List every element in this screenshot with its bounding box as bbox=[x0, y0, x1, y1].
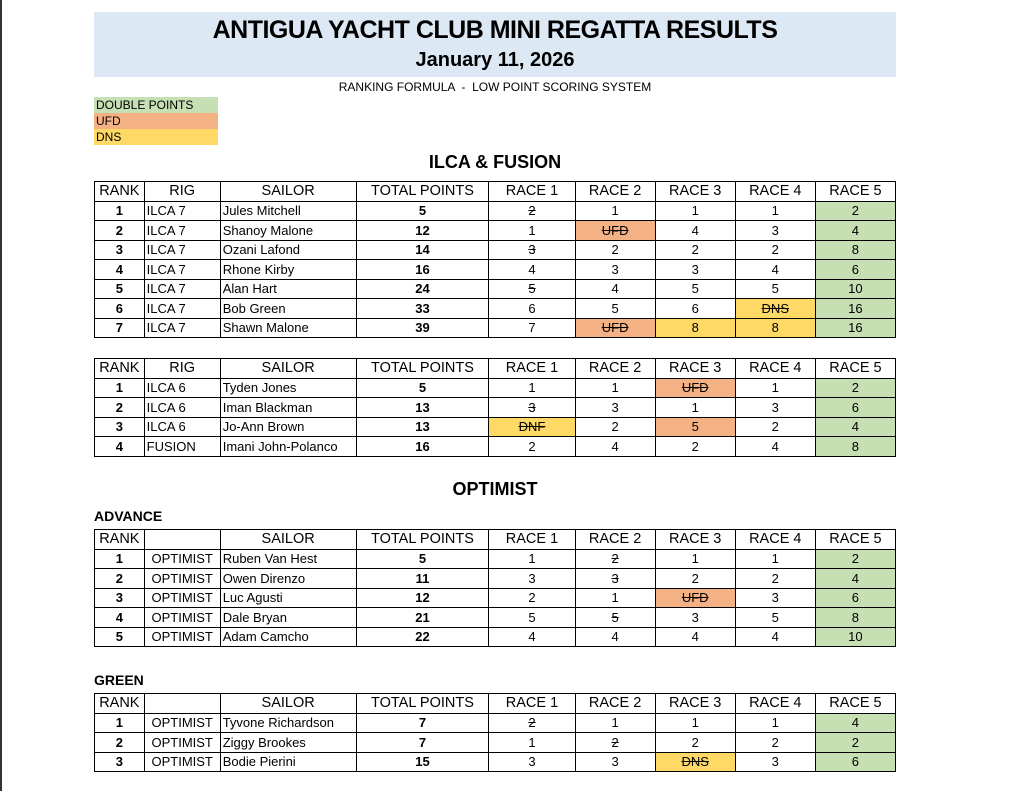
header-sailor: SAILOR bbox=[220, 694, 356, 714]
header-race-4: RACE 4 bbox=[735, 182, 815, 202]
table-row bbox=[95, 260, 896, 280]
table-row bbox=[95, 752, 896, 772]
results-table-optimist-green bbox=[94, 693, 896, 772]
race-3-cell: 2 bbox=[655, 733, 735, 753]
rank-cell: 4 bbox=[95, 437, 145, 457]
total-points-cell: 7 bbox=[356, 733, 489, 753]
total-points-cell: 16 bbox=[356, 260, 489, 280]
header-rig-blank bbox=[144, 694, 220, 714]
header-rank: RANK bbox=[95, 182, 145, 202]
race-5-cell: 2 bbox=[815, 201, 895, 221]
sailor-cell: Dale Bryan bbox=[220, 608, 356, 628]
header-sailor: SAILOR bbox=[220, 530, 356, 550]
race-5-cell: 2 bbox=[815, 378, 895, 398]
total-points-cell: 11 bbox=[356, 569, 489, 589]
table-row bbox=[95, 417, 896, 437]
table-row bbox=[95, 437, 896, 457]
table-row bbox=[95, 201, 896, 221]
table-row bbox=[95, 627, 896, 647]
table-row bbox=[95, 279, 896, 299]
race-3-cell: 5 bbox=[655, 279, 735, 299]
race-1-cell: 1 bbox=[489, 221, 575, 241]
race-1-cell: 1 bbox=[489, 378, 575, 398]
race-3-cell: 1 bbox=[655, 201, 735, 221]
rank-cell: 5 bbox=[95, 279, 145, 299]
race-1-cell: 7 bbox=[489, 318, 575, 338]
race-4-cell: 2 bbox=[735, 417, 815, 437]
table-header-row bbox=[95, 530, 896, 550]
rig-cell: ILCA 7 bbox=[144, 299, 220, 319]
race-1-cell: 3 bbox=[489, 752, 575, 772]
race-2-cell: 2 bbox=[575, 240, 655, 260]
scoring-formula: RANKING FORMULA - LOW POINT SCORING SYSTEM bbox=[338, 80, 652, 94]
race-4-cell: 4 bbox=[735, 437, 815, 457]
race-5-cell: 16 bbox=[815, 318, 895, 338]
race-3-cell: 4 bbox=[655, 221, 735, 241]
total-points-cell: 22 bbox=[356, 627, 489, 647]
rig-cell: ILCA 7 bbox=[144, 201, 220, 221]
race-2-cell: 3 bbox=[575, 398, 655, 418]
race-1-cell: 1 bbox=[489, 733, 575, 753]
subhead-green: GREEN bbox=[94, 672, 144, 688]
race-5-cell: 10 bbox=[815, 279, 895, 299]
total-points-cell: 5 bbox=[356, 378, 489, 398]
rig-cell: OPTIMIST bbox=[144, 733, 220, 753]
sailor-cell: Ozani Lafond bbox=[220, 240, 356, 260]
header-race-4: RACE 4 bbox=[735, 530, 815, 550]
race-3-cell: 3 bbox=[655, 260, 735, 280]
rig-cell: ILCA 7 bbox=[144, 221, 220, 241]
table-row bbox=[95, 713, 896, 733]
race-1-cell: 5 bbox=[489, 279, 575, 299]
section-title-ilca: ILCA & FUSION bbox=[428, 152, 562, 172]
header-total-points: TOTAL POINTS bbox=[356, 530, 489, 550]
sailor-cell: Ziggy Brookes bbox=[220, 733, 356, 753]
rank-cell: 2 bbox=[95, 221, 145, 241]
sailor-cell: Shawn Malone bbox=[220, 318, 356, 338]
race-4-cell: 1 bbox=[735, 201, 815, 221]
header-total-points: TOTAL POINTS bbox=[356, 359, 489, 379]
legend-ufd: UFD bbox=[94, 113, 218, 129]
rank-cell: 3 bbox=[95, 240, 145, 260]
legend-dns: DNS bbox=[94, 129, 218, 145]
header-rig: RIG bbox=[144, 182, 220, 202]
race-1-cell: 2 bbox=[489, 201, 575, 221]
sailor-cell: Tyvone Richardson bbox=[220, 713, 356, 733]
race-2-cell: 2 bbox=[575, 549, 655, 569]
header-race-2: RACE 2 bbox=[575, 359, 655, 379]
sailor-cell: Rhone Kirby bbox=[220, 260, 356, 280]
race-3-cell: 3 bbox=[655, 608, 735, 628]
race-3-cell: UFD bbox=[655, 588, 735, 608]
race-2-cell: 3 bbox=[575, 569, 655, 589]
race-4-cell: 3 bbox=[735, 752, 815, 772]
race-2-cell: 2 bbox=[575, 733, 655, 753]
race-1-cell: 2 bbox=[489, 713, 575, 733]
race-3-cell: 1 bbox=[655, 713, 735, 733]
race-4-cell: 4 bbox=[735, 627, 815, 647]
race-3-cell: 2 bbox=[655, 240, 735, 260]
race-1-cell: 4 bbox=[489, 260, 575, 280]
page-title: ANTIGUA YACHT CLUB MINI REGATTA RESULTS bbox=[212, 16, 778, 44]
table-row bbox=[95, 221, 896, 241]
header-race-3: RACE 3 bbox=[655, 182, 735, 202]
legend-double-points: DOUBLE POINTS bbox=[94, 97, 218, 113]
race-5-cell: 10 bbox=[815, 627, 895, 647]
race-2-cell: 2 bbox=[575, 417, 655, 437]
table-row bbox=[95, 569, 896, 589]
total-points-cell: 16 bbox=[356, 437, 489, 457]
race-2-cell: 1 bbox=[575, 713, 655, 733]
header-rank: RANK bbox=[95, 530, 145, 550]
race-5-cell: 4 bbox=[815, 569, 895, 589]
race-4-cell: 5 bbox=[735, 608, 815, 628]
total-points-cell: 7 bbox=[356, 713, 489, 733]
header-total-points: TOTAL POINTS bbox=[356, 694, 489, 714]
table-header-row bbox=[95, 694, 896, 714]
rig-cell: OPTIMIST bbox=[144, 627, 220, 647]
race-3-cell: DNS bbox=[655, 752, 735, 772]
rig-cell: OPTIMIST bbox=[144, 569, 220, 589]
race-2-cell: 5 bbox=[575, 299, 655, 319]
rank-cell: 2 bbox=[95, 569, 145, 589]
race-1-cell: DNF bbox=[489, 417, 575, 437]
rank-cell: 1 bbox=[95, 713, 145, 733]
sailor-cell: Shanoy Malone bbox=[220, 221, 356, 241]
header-race-5: RACE 5 bbox=[815, 694, 895, 714]
rank-cell: 1 bbox=[95, 378, 145, 398]
rank-cell: 2 bbox=[95, 733, 145, 753]
total-points-cell: 24 bbox=[356, 279, 489, 299]
sailor-cell: Owen Direnzo bbox=[220, 569, 356, 589]
race-4-cell: 3 bbox=[735, 221, 815, 241]
race-5-cell: 6 bbox=[815, 260, 895, 280]
race-1-cell: 1 bbox=[489, 549, 575, 569]
table-row bbox=[95, 588, 896, 608]
results-table-optimist-advance bbox=[94, 529, 896, 647]
header-sailor: SAILOR bbox=[220, 182, 356, 202]
rig-cell: ILCA 6 bbox=[144, 378, 220, 398]
table-header-row bbox=[95, 182, 896, 202]
race-2-cell: 3 bbox=[575, 752, 655, 772]
total-points-cell: 13 bbox=[356, 417, 489, 437]
header-race-1: RACE 1 bbox=[489, 359, 575, 379]
event-date: January 11, 2026 bbox=[415, 49, 575, 71]
rank-cell: 1 bbox=[95, 549, 145, 569]
header-rig-blank bbox=[144, 530, 220, 550]
rank-cell: 4 bbox=[95, 608, 145, 628]
rig-cell: ILCA 7 bbox=[144, 318, 220, 338]
rig-cell: OPTIMIST bbox=[144, 752, 220, 772]
header-race-1: RACE 1 bbox=[489, 182, 575, 202]
page-left-border bbox=[0, 0, 2, 791]
race-2-cell: UFD bbox=[575, 318, 655, 338]
sailor-cell: Tyden Jones bbox=[220, 378, 356, 398]
race-1-cell: 6 bbox=[489, 299, 575, 319]
rank-cell: 1 bbox=[95, 201, 145, 221]
race-5-cell: 4 bbox=[815, 713, 895, 733]
header-rig: RIG bbox=[144, 359, 220, 379]
race-3-cell: 1 bbox=[655, 549, 735, 569]
race-4-cell: 8 bbox=[735, 318, 815, 338]
rig-cell: ILCA 7 bbox=[144, 240, 220, 260]
rank-cell: 3 bbox=[95, 752, 145, 772]
table-row bbox=[95, 608, 896, 628]
race-3-cell: 8 bbox=[655, 318, 735, 338]
total-points-cell: 14 bbox=[356, 240, 489, 260]
race-4-cell: DNS bbox=[735, 299, 815, 319]
race-5-cell: 8 bbox=[815, 608, 895, 628]
table-row bbox=[95, 549, 896, 569]
race-1-cell: 2 bbox=[489, 588, 575, 608]
header-race-3: RACE 3 bbox=[655, 694, 735, 714]
race-2-cell: 3 bbox=[575, 260, 655, 280]
race-5-cell: 8 bbox=[815, 437, 895, 457]
table-row bbox=[95, 378, 896, 398]
header-race-5: RACE 5 bbox=[815, 182, 895, 202]
total-points-cell: 5 bbox=[356, 201, 489, 221]
race-4-cell: 1 bbox=[735, 713, 815, 733]
header-race-5: RACE 5 bbox=[815, 359, 895, 379]
header-race-1: RACE 1 bbox=[489, 530, 575, 550]
rig-cell: OPTIMIST bbox=[144, 549, 220, 569]
rig-cell: FUSION bbox=[144, 437, 220, 457]
race-1-cell: 4 bbox=[489, 627, 575, 647]
race-4-cell: 2 bbox=[735, 733, 815, 753]
race-2-cell: 5 bbox=[575, 608, 655, 628]
race-4-cell: 1 bbox=[735, 378, 815, 398]
race-5-cell: 2 bbox=[815, 549, 895, 569]
race-5-cell: 6 bbox=[815, 398, 895, 418]
table-row bbox=[95, 299, 896, 319]
race-5-cell: 6 bbox=[815, 588, 895, 608]
race-5-cell: 4 bbox=[815, 417, 895, 437]
rig-cell: ILCA 6 bbox=[144, 398, 220, 418]
sailor-cell: Luc Agusti bbox=[220, 588, 356, 608]
rig-cell: OPTIMIST bbox=[144, 713, 220, 733]
race-2-cell: 4 bbox=[575, 627, 655, 647]
results-table-ilca7 bbox=[94, 181, 896, 338]
rank-cell: 3 bbox=[95, 588, 145, 608]
race-2-cell: 4 bbox=[575, 279, 655, 299]
race-3-cell: 2 bbox=[655, 437, 735, 457]
results-table-ilca6-fusion bbox=[94, 358, 896, 457]
section-title-optimist: OPTIMIST bbox=[452, 479, 538, 499]
race-4-cell: 5 bbox=[735, 279, 815, 299]
race-2-cell: UFD bbox=[575, 221, 655, 241]
table-row bbox=[95, 318, 896, 338]
table-row bbox=[95, 398, 896, 418]
sailor-cell: Ruben Van Hest bbox=[220, 549, 356, 569]
total-points-cell: 39 bbox=[356, 318, 489, 338]
rank-cell: 2 bbox=[95, 398, 145, 418]
header-rank: RANK bbox=[95, 694, 145, 714]
rig-cell: OPTIMIST bbox=[144, 588, 220, 608]
race-4-cell: 4 bbox=[735, 260, 815, 280]
total-points-cell: 5 bbox=[356, 549, 489, 569]
race-4-cell: 2 bbox=[735, 569, 815, 589]
header-race-2: RACE 2 bbox=[575, 182, 655, 202]
sailor-cell: Bob Green bbox=[220, 299, 356, 319]
header-race-3: RACE 3 bbox=[655, 359, 735, 379]
table-row bbox=[95, 240, 896, 260]
race-5-cell: 16 bbox=[815, 299, 895, 319]
rig-cell: ILCA 7 bbox=[144, 279, 220, 299]
total-points-cell: 12 bbox=[356, 588, 489, 608]
title-banner bbox=[94, 12, 896, 77]
race-2-cell: 1 bbox=[575, 378, 655, 398]
header-race-3: RACE 3 bbox=[655, 530, 735, 550]
header-race-2: RACE 2 bbox=[575, 694, 655, 714]
race-3-cell: 4 bbox=[655, 627, 735, 647]
table-row bbox=[95, 733, 896, 753]
total-points-cell: 13 bbox=[356, 398, 489, 418]
sailor-cell: Jules Mitchell bbox=[220, 201, 356, 221]
rank-cell: 5 bbox=[95, 627, 145, 647]
total-points-cell: 21 bbox=[356, 608, 489, 628]
sailor-cell: Imani John-Polanco bbox=[220, 437, 356, 457]
total-points-cell: 15 bbox=[356, 752, 489, 772]
race-1-cell: 3 bbox=[489, 569, 575, 589]
race-1-cell: 2 bbox=[489, 437, 575, 457]
race-2-cell: 4 bbox=[575, 437, 655, 457]
table-header-row bbox=[95, 359, 896, 379]
rank-cell: 4 bbox=[95, 260, 145, 280]
header-race-4: RACE 4 bbox=[735, 359, 815, 379]
race-3-cell: 6 bbox=[655, 299, 735, 319]
total-points-cell: 33 bbox=[356, 299, 489, 319]
race-3-cell: 5 bbox=[655, 417, 735, 437]
legend bbox=[94, 97, 218, 145]
header-race-5: RACE 5 bbox=[815, 530, 895, 550]
rank-cell: 7 bbox=[95, 318, 145, 338]
race-1-cell: 3 bbox=[489, 398, 575, 418]
header-race-4: RACE 4 bbox=[735, 694, 815, 714]
race-3-cell: 1 bbox=[655, 398, 735, 418]
rig-cell: OPTIMIST bbox=[144, 608, 220, 628]
header-race-1: RACE 1 bbox=[489, 694, 575, 714]
subhead-advance: ADVANCE bbox=[94, 508, 163, 524]
race-3-cell: UFD bbox=[655, 378, 735, 398]
race-5-cell: 6 bbox=[815, 752, 895, 772]
race-4-cell: 3 bbox=[735, 588, 815, 608]
sailor-cell: Bodie Pierini bbox=[220, 752, 356, 772]
sailor-cell: Jo-Ann Brown bbox=[220, 417, 356, 437]
rank-cell: 6 bbox=[95, 299, 145, 319]
header-sailor: SAILOR bbox=[220, 359, 356, 379]
rig-cell: ILCA 7 bbox=[144, 260, 220, 280]
race-1-cell: 5 bbox=[489, 608, 575, 628]
race-4-cell: 3 bbox=[735, 398, 815, 418]
rank-cell: 3 bbox=[95, 417, 145, 437]
header-race-2: RACE 2 bbox=[575, 530, 655, 550]
race-5-cell: 8 bbox=[815, 240, 895, 260]
race-2-cell: 1 bbox=[575, 201, 655, 221]
race-4-cell: 2 bbox=[735, 240, 815, 260]
race-4-cell: 1 bbox=[735, 549, 815, 569]
header-total-points: TOTAL POINTS bbox=[356, 182, 489, 202]
race-1-cell: 3 bbox=[489, 240, 575, 260]
sailor-cell: Iman Blackman bbox=[220, 398, 356, 418]
race-5-cell: 4 bbox=[815, 221, 895, 241]
sailor-cell: Adam Camcho bbox=[220, 627, 356, 647]
sailor-cell: Alan Hart bbox=[220, 279, 356, 299]
race-2-cell: 1 bbox=[575, 588, 655, 608]
header-rank: RANK bbox=[95, 359, 145, 379]
total-points-cell: 12 bbox=[356, 221, 489, 241]
race-5-cell: 2 bbox=[815, 733, 895, 753]
race-3-cell: 2 bbox=[655, 569, 735, 589]
rig-cell: ILCA 6 bbox=[144, 417, 220, 437]
